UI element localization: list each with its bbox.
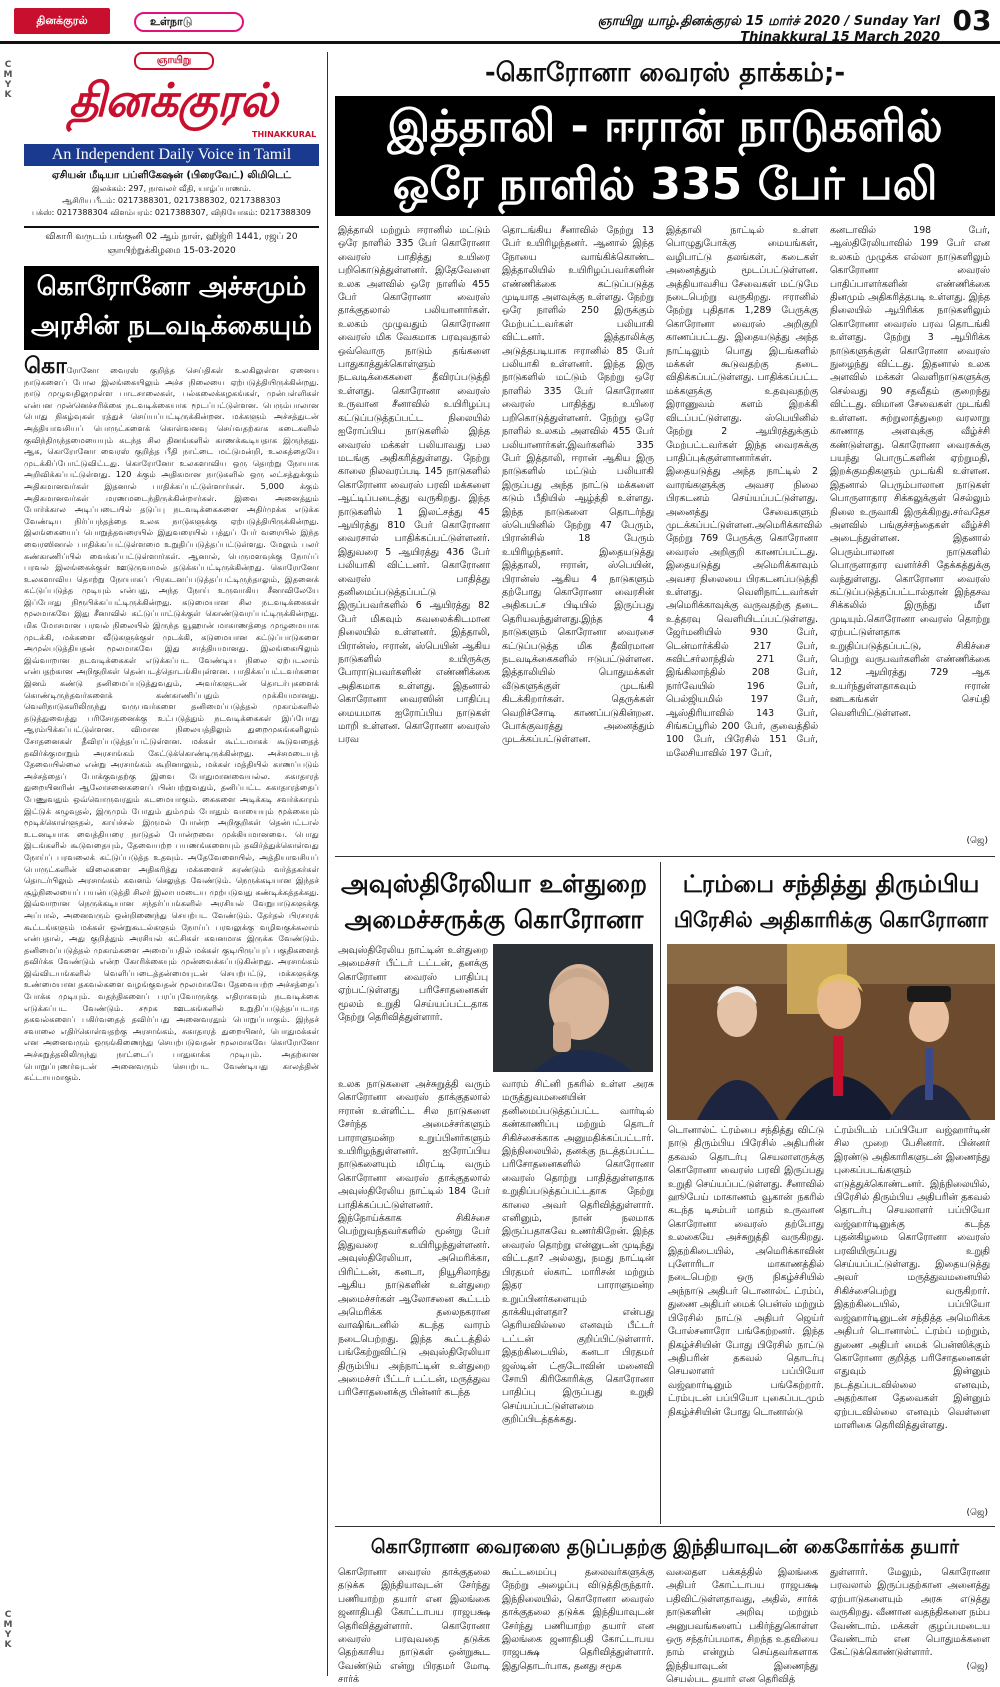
cmyk-m: M: [3, 1620, 13, 1630]
main-col-1: இத்தாலி மற்றும் ஈரானில் மட்டும் ஒரே நாளில் 335 பேர் கொரோனா வைரஸ் பாதித்து உயிரை பறிகொடுத்துள்ளனர். இதேவேளை உலக அளவில் ஒரே நாளில் 455 பேர் கொரோனா வைரஸ் தாக்குதலால் பலியானார்கள். உலகம் முழுவதும் கொரோனா வைரஸ் மிக வேகமாக பரவுவதால் ஒவ்வொரு நாடும் தங்களை பாதுகாத்துக்கொள்ளும் நடவடிக்கைகளை தீவிரப்படுத்தி உள்ளது. கொரோனா வைரஸ் உருவான சீனாவில் உயிரிழப்பு கட்டுப்படுத்தப்பட்ட நிலையில் ஐரோப்பிய நாடுகளில் இந்த வைரஸ் மக்கள் பலியாவது பல மடங்கு அதிகரித்துள்ளது. நேற்று காலை நிலவரப்படி 145 நாடுகளில் கொரோனா வைரஸ் பரவி மக்களை ஆட்டிப்படைத்து வருகிறது. இந்த நாடுகளில் 1 இலட்சத்து 45 ஆயிரத்து 810 பேர் கொரோனா வைரசால் பாதிக்கப்பட்டுள்ளனர். இதுவரை 5 ஆயிரத்து 436 பேர் பலியாகி விட்டனர். கொரோனா வைரஸ் பாதித்து தனிமைப்படுத்தப்பட்டு இருப்பவர்களில் 6 ஆயிரத்து 82 பேர் மிகவும் கவலைக்கிடமான நிலையில் உள்ளனர். இத்தாலி, பிரான்ஸ், ஈரான், ஸ்பெயின் ஆகிய நாடுகளில் உயிருக்கு போராடுபவர்களின் எண்ணிக்கை அதிகமாக உள்ளது. இதனால் கொரோனா வைரஸின் பாதிப்பு மையமாக ஐரோப்பிய நாடுகள் மாறி உள்ளன. கொரோனா வைரஸ் பரவ: [338, 225, 490, 746]
editorial-title-line1: கொரோனோ அச்சமும்: [36, 272, 307, 302]
masthead-english-name: THINAKKURAL: [252, 130, 317, 139]
cmyk-y: Y: [4, 1630, 12, 1640]
page-header: [0, 0, 1000, 44]
masthead-name: தினக்குரல்: [68, 73, 277, 127]
masthead-address: இலக்கம்: 297, நாவலர் வீதி, யாழ்ப்பாணம்.: [91, 184, 252, 193]
india-col-4: துள்ளார். மேலும், கொரோனா பரவலால் இருப்பதற்கான அனைத்து ஏற்பாடுகளையும் அரசு எடுத்து வருகிறது. வீணான வதந்திகளை நம்ப வேண்டாம். மக்கள் குழப்பமடைய வேண்டாம் என பொதுமக்களை கேட்டுக்கொண்டுள்ளார்.: [830, 1567, 990, 1659]
australia-headline-line1: அவுஸ்திரேலியா உள்துறை: [341, 869, 647, 898]
minister-portrait-photo: [493, 944, 653, 1072]
india-headline: கொரோனா வைரஸை தடுப்பதற்கு இந்தியாவுடன் கைகோர்க்க தயார்: [370, 1536, 960, 1558]
header-logo: தினக்குரல்: [14, 8, 110, 34]
cmyk-y: Y: [4, 80, 12, 90]
australia-headline: [335, 866, 653, 938]
india-col-3: வலைதள பக்கத்தில் இலங்கை அதிபர் கோட்டாபய ராஜபக்ஷ பதிவிட்டுள்ளதாவது, அதில், சார்க் நாடுகளின் அறிவு மற்றும் அனுபவங்களைப் பகிர்ந்துகொள்ள ஒரு சந்தர்ப்பமாக, சிறந்த உதவியை நாம் என்றும் செய்தவர்களாக இந்தியாவுடன் இணைந்து செயல்பட தயார் என தெரிவித்: [666, 1567, 818, 1686]
section-label: உள்நாடு: [134, 12, 244, 32]
issue-date: ஞாயிற்றுக்கிழமை 15-03-2020: [107, 246, 236, 256]
column-divider: [327, 52, 328, 1676]
masthead-office: ஆசிரிய பீடம்: 0217388301, 0217388302, 0217388303: [62, 196, 281, 205]
dateline: ஞாயிறு யாழ்.தினக்குரல் 15 மார்ச் 2020 / Sunday Yarl Thinakkural 15 March 2020: [597, 14, 940, 45]
main-headline-line2: ஒரே நாளில் 335 பேர் பலி: [392, 159, 938, 210]
masthead-contact: பக்ஸ்: 0217388304 விளம்பரம்: 0217388307, விநியோகம்: 0217388309: [32, 208, 311, 217]
main-kicker: -கொரோனா வைரஸ் தாக்கம்;-: [484, 58, 846, 88]
australia-col-1a: அவுஸ்திரேலிய நாட்டின் உள்துறை அமைச்சர் பீட்டர் டட்டன், தனக்கு கொரோனா வைரஸ் பாதிப்பு ஏற்பட்டுள்ளது பரிசோதனைகள் மூலம் உறுதி செய்யப்பட்டதாக நேற்று தெரிவித்துள்ளார்.: [338, 945, 488, 1024]
main-col-4: கனடாவில் 198 பேர், ஆஸ்திரேலியாவில் 199 பேர் என உலகம் முழுக்க எல்லா நாடுகளிலும் கொரோனா வைரஸ் பாதிப்பாளர்களின் எண்ணிக்கை தினமும் அதிகரித்தபடி உள்ளது. இந்த நிலையில் ஆபிரிக்க நாடுகளிலும் கொரோனா வைரஸ் பரவ தொடங்கி உள்ளது. நேற்று 3 ஆபிரிக்க நாடுகளுக்குள் கொரோனா வைரஸ் நுழைந்து விட்டது. இதனால் உலக அளவில் மக்கள் வெளிநாடுகளுக்கு செல்வது 90 சதவீதம் குறைந்து விட்டது. விமான சேவைகள் முடங்கி உள்ளன. சுற்றுலாத்துறை வரலாறு காணாத அளவுக்கு வீழ்ச்சி கண்டுள்ளது. கொரோனா வைரசுக்கு பயந்து பொருட்களின் ஏற்றுமதி, இறக்குமதிகளும் முடங்கி உள்ளன. இதனால் பெரும்பாலான நாடுகள் பொருளாதார சிக்கலுக்குள் செல்லும் நிலை உருவாகி இருக்கிறது.சர்வதேச அளவில் பங்குச்சந்தைகள் வீழ்ச்சி அடைந்துள்ளன. இதனால் பெரும்பாலான நாடுகளில் பொருளாதார வளர்ச்சி தேக்கத்துக்கு வந்துள்ளது. கொரோனா வைரஸ் கட்டுப்படுத்தப்பட்டால்தான் இந்தசவ சிக்கலில் இருந்து மீள முடியும்.கொரோனா வைரஸ் தொற்று ஏற்பட்டுள்ளதாக உறுதிப்படுத்தப்பட்டு, சிகிச்சை பெற்று வருபவர்களின் எண்ணிக்கை 12 ஆயிரத்து 729 ஆக உயர்ந்துள்ளதாகவும் ஈரான் ஊடகங்கள் செய்தி வெளியிட்டுள்ளன.: [830, 225, 990, 719]
masthead-day: ஞாயிறு: [134, 52, 214, 70]
main-byline: (ஜெ): [966, 836, 988, 846]
section-divider: [335, 1526, 995, 1527]
group-photo-icon: [667, 944, 995, 1120]
brazil-headline-line1: ட்ரம்பை சந்தித்து திரும்பிய: [682, 870, 980, 898]
australia-headline-line2: அமைச்சருக்கு கொரோனா: [344, 905, 644, 934]
cmyk-marks-top: [2, 60, 14, 100]
group-photo: [667, 944, 995, 1120]
cmyk-m: M: [3, 70, 13, 80]
brazil-headline: [667, 866, 995, 938]
masthead: [24, 52, 319, 222]
brazil-byline: (ஜெ): [966, 1508, 988, 1518]
masthead-tagline: An Independent Daily Voice in Tamil: [24, 144, 319, 166]
brazil-col-1: டொனால்ட் ட்ரம்பை சந்தித்து விட்டு நாடு திரும்பிய பிரேசில் அதிபரின் தகவல் தொடர்பு செயலாளருக்கு கொரோனா வைரஸ் பரவி இருப்பது உறுதி செய்யப்பட்டுள்ளது. சீனாவில் ஹூபேய் மாகாணம் வூகான் நகரில் கடந்த டிசம்பர் மாதம் உருவான கொரோனா வைரஸ் தற்போது உலகையே அச்சுறுத்தி வருகிறது. இதற்கிடையில், அமெரிக்காவின் புளோரிடா மாகாணத்தில் நடைபெற்ற ஒரு நிகழ்ச்சியில் அந்நாடு அதிபர் டொனால்ட் ட்ரம்ப், துணை அதிபர் மைக் பென்ஸ் மற்றும் பிரேசில் நாட்டு அதிபர் ஜெய்ர் போல்சனாரோ பங்கேற்றனர். இந்த நிகழ்ச்சியின் போது பிரேசில் நாட்டு அதிபரின் தகவல் தொடர்பு செயலாளர் பப்பியோ வஜ்ஹார்டினும் பங்கேற்றார். ட்ரம்புடன் பப்பியோ புகைப்படமும் நிகழ்ச்சியின் போது டொனால்டு: [668, 1125, 824, 1418]
brazil-headline-line2: பிரேசில் அதிகாரிக்கு கொரோனா: [673, 908, 989, 932]
australia-col-2: வாரம் சிட்னி நகரில் உள்ள அரசு மருத்துவமனையின் தனிமைப்படுத்தப்பட்ட வார்டில் கண்காணிப்பு மற்றும் தொடர் சிகிச்சைக்காக அனுமதிக்கப்பட்டார். இந்நிலையில், தனக்கு நடத்தப்பட்ட பரிசோதனைகளில் கொரோனா வைரஸ் தொற்று பாதித்துள்ளதாக உறுதிப்படுத்தப்பட்டதாக நேற்று காலை அவர் தெரிவித்துள்ளார். எனினும், நான் நலமாக இருப்பதாகவே உணர்கிறேன். இந்த வைரஸ் தொற்று என்னுடன் முடிந்து விட்டதா? அல்லது, நமது நாட்டின் பிரதமர் ஸ்காட் மாரிசன் மற்றும் இதர பாராளுமன்ற உறுப்பினர்களையும் தாக்கியுள்ளதா? என்பது தெரியவில்லை எனவும் பீட்டர் டட்டன் குறிப்பிட்டுள்ளார். இதற்கிடையில், கனடா பிரதமர் ஜஸ்டின் ட்ரூடோவின் மனைவி சோபி கிரிகோரிக்கு கொரோனா பாதிப்பு இருப்பது உறுதி செய்யப்பட்டுள்ளமை குறிப்பிடத்தக்கது.: [502, 1079, 654, 1426]
india-col-2: கூட்டமைப்பு தலைவர்களுக்கு நேற்று அழைப்பு விடுத்திருந்தார். இந்நிலையில், கொரோனா வைரஸ் தாக்குதலை தடுக்க இந்தியாவுடன் சேர்ந்து பணியாற்ற தயார் என இலங்கை ஜனாதிபதி கோட்டாபய ராஜபக்ஷ தெரிவித்துள்ளார். இதுதொடர்பாக, தனது சமூக: [502, 1567, 654, 1672]
editorial-body: [24, 354, 319, 1676]
column-divider: [660, 862, 661, 1524]
main-headline-line1: இத்தாலி - ஈரான் நாடுகளில்: [387, 101, 943, 152]
india-byline: (ஜெ): [966, 1662, 988, 1672]
portrait-icon: [493, 944, 653, 1072]
cmyk-k: K: [4, 1640, 12, 1650]
cmyk-marks-bottom: [2, 1610, 14, 1650]
main-col-3: இத்தாலி நாட்டில் உள்ள பொழுதுபோக்கு மையங்கள், வழிபாட்டு தலங்கள், கடைகள் அனைத்தும் மூடப்பட்டுள்ளன. அத்தியாவசிய சேவைகள் மட்டுமே நடைபெற்று வருகிறது. ஈரானில் நேற்று புதிதாக 1,289 பேருக்கு கொரோனா வைரஸ் அறிகுறி காணப்பட்டது. இதையடுத்து அந்த நாட்டிலும் பொது இடங்களில் மக்கள் கூடுவதற்கு தடை விதிக்கப்பட்டுள்ளது. பாதிக்கப்பட்ட மக்களுக்கு உதவுவதற்கு இராணுவம் களம் இறக்கி விடப்பட்டுள்ளது. ஸ்பெயினில் நேற்று 2 ஆயிரத்துக்கும் மேற்பட்டவர்கள் இந்த வைரசுக்கு பாதிப்புக்குள்ளானார்கள். இதையடுத்து அந்த நாட்டில் 2 வாரங்களுக்கு அவசர நிலை பிரகடனம் செய்யப்பட்டுள்ளது. அனைத்து சேவைகளும் முடக்கப்பட்டுள்ளன.அமெரிக்காவில் நேற்று 769 பேருக்கு கொரோனா வைரஸ் அறிகுறி காணப்பட்டது. இதையடுத்து அமெரிக்காவும் அவசர நிலையை பிரகடனப்படுத்தி உள்ளது. வெளிநாட்டவர்கள் அமெரிக்காவுக்கு வருவதற்கு தடை உத்தரவு வெளியிடப்பட்டுள்ளது. ஜேர்மனியில் 930 பேர், டென்மார்க்கில் 217 பேர், சுவிட்சர்லாந்தில் 271 பேர், இங்கிலாந்தில் 208 பேர், நார்வேயில் 196 பேர், பெல்ஜியமில் 197 பேர், ஆஸ்திரியாவில் 143 பேர், சிங்கப்பூரில் 200 பேர், குவைத்தில் 100 பேர், பிரேசில் 151 பேர், மலேசியாவில் 197 பேர்,: [666, 225, 822, 759]
editorial-text: ரோனோ வைரஸ் குறித்த செய்திகள் உலகிலுள்ள ஏனைய நாடுகளைப் போல இலங்கையிலும் அச்ச நிலையை ஏற்படுத்தியிருக்கின்றது. நாடு முழுவதிலுமுள்ள பாடசாலைகள், பல்கலைக்கழகங்கள், முன்பள்ளிகள் என்பன முன்னெச்சரிக்கை நடவடிக்கையாக மூடப்பட்டுள்ளன. பெரும்பாலான பொது நிகழ்வுகள் ரத்துச் செய்யப்பட்டிருக்கின்றன. மக்களும் அச்சத்துடன் அத்தியாவசியப் பொருட்களைக் கொள்வனவு செய்வதற்காக கடைகளில் குவிந்திருந்தமையையும் கடந்த சில தினங்களில் காணக்கூடியதாக இருந்தது. ஆக, கொரோனோ வைரஸ் குறித்த பீதி நாட்டை மட்டுமன்றி, உலகத்தையே முடக்கிப்போட்டுவிட்டது. கொரோனோ உலகளாவிய ஒரு தொற்று நோயாக அறிவிக்கப்பட்டுள்ளது. 120 க்கும் அதிகமான நாடுகளில் ஒரு லட்சத்துக்கும் அதிகமானவர்கள் இதனால் பாதிக்கப்பட்டுள்ளார்கள். 5,000 க்கும் அதிகமானவர்கள் மரணமடைந்திருக்கின்றார்கள். இவை அனைத்தும் போர்க்கால அடிப்படையில் தடுப்பு நடவடிக்கைகளை அதிர்முக்க எடுக்க வேண்டிய நிர்ப்பந்தத்தை உலக நாடுகளுக்கு ஏற்படுத்தியிருக்கின்றது. இலங்கையைப் பொறுத்தவரையில் இதுவரையில் பத்துப் பேர் வரையில் இந்த வைரஸினால் பாதிக்கப்பட்டுள்ளமை உறுதிப்படுத்தப்பட்டுள்ளது. மேலும் பலர் கண்காணிப்பில் வைக்கப்பட்டுள்ளார்கள். ஆனால், பெருமளவுக்கு நோய்ப் பரவல் இலங்கைக்குள் ஊடுருவாமல் தடுக்கப்பட்டிருக்கின்றது. கொரோனோ உலகளாவிய தொற்று நோயாகப் பிரகடனப்படுத்தப்பட்டிருந்தாலும், இதனைக் கட்டுப்படுத்த முடியும் என்பது, அந்த நோய் உருவாகிய சீனாவிலேயே இப்போது நிரூபிக்கப்பட்டிருக்கின்றது. கடுமையான சில நடவடிக்கைகள் மூலமாகவே இது சீனாவில் கட்டுப்பாட்டுக்குள் கொண்டுவரப்பட்டிருக்கின்றது. மிக மோசமான பரவல் நிலையில் இருந்த வூஹான் மாகாணத்தை முழுமையாக முடக்கி, மக்களை வீடுகளுக்குள் முடக்கி, கடுமையான கட்டுப்பாடுகளை அமுல்படுத்தியதன் மூலமாகவே இது சாத்தியமானது. இலங்கையிலும் இவ்வாறான நடவடிக்கைகள் எடுக்கப்பட வேண்டிய நிலை ஏற்படலாம் என்பதற்கான அறிகுறிகள் தென்படத்தொடங்கியுள்ளன. பாதிக்கப்பட்டவர்களை இனம் கண்டு தனிமைப்படுத்துவதும், அவர்களுடன் தொடர்புகளைக் கொண்டிருந்தவர்களைக் கண்காணிப்பதும் முக்கியமானது. வெளிநாடுகளிலிருந்து வருபவர்களை தனிமைப்படுத்தல் முகாம்களில் தடுத்துவைத்து பரிசோதனைக்கு உட்படுத்தும் நடவடிக்கைகள் இப்போது ஆரம்பிக்கப்பட்டுள்ளன. விமான நிலையத்திலும் துறைமுகங்களிலும் சோதனைகள் தீவிரப்படுத்தப்பட்டுள்ளன. மக்கள் கூட்டமாகக் கூடுவதைத் தவிர்க்குமாறும் அரசாங்கம் கேட்டுக்கொண்டிருக்கின்றது. அச்சமடையத் தேவையில்லை என்று அரசாங்கம் கூறினாலும், மக்கள் மத்தியில் காணப்படும் அச்சத்தைப் போக்குவதற்கு இவை போதுமானவையல்ல. சுகாதாரத் துறையினரின் ஆலோசனைகளைப் பின்பற்றுவதும், தனிப்பட்ட சுகாதாரத்தைப் பேணுவதும் ஒவ்வொருவரதும் கடமையாகும். கைகளை அடிக்கடி சவர்க்காரம் இட்டுக் கழுவுதல், இருமும் போதும் தும்மும் போதும் வாயையும் மூக்கையும் மூடிக்கொள்ளுதல், காய்ச்சல் இருமல் போன்ற அறிகுறிகள் தென்பட்டால் உடனடியாக வைத்தியரை நாடுதல் போன்றவை முக்கியமானவை. பொது இடங்களில் கூடுவதையும், தேவையற்ற பயணங்களையும் தவிர்த்துக்கொள்வது நோய்ப் பரவலைக் கட்டுப்படுத்த உதவும். அதேவேளையில், அத்தியாவசியப் பொருட்களின் விலைகளை அதிகரித்து மக்களைச் சுரண்டும் வர்த்தகர்கள் தொடர்பிலும் அரசாங்கம் கவனம் செலுத்த வேண்டும். நெருக்கடியான இந்தச் சூழ்நிலையைப் பயன்படுத்தி சிலர் இலாபமடைய முற்படுவது கண்டிக்கத்தக்கது. இவ்வாறான நெருக்கடியான சந்தர்ப்பங்களில் அரசியல் வேறுபாடுகளுக்கு அப்பால், அனைவரும் ஒன்றிணைந்து செயற்பட வேண்டும். தேர்தல் பிரசாரக் கூட்டங்களும் மக்கள் ஒன்றுகூடல்களும் நோய்ப் பரவலுக்கு வழிவகுக்கலாம் என்பதால், அது குறித்தும் அரசியல் கட்சிகள் கவனமாக இருக்க வேண்டும். தனிமைப்படுத்தல் முகாம்களை அமைப்பதில் மக்கள் குடியிருப்புப் பகுதிகளைத் தவிர்க்க வேண்டும் என்ற கோரிக்கையும் முன்வைக்கப்படுகின்றது. அரசாங்கம் இவ்விடயங்களில் வெளிப்படைத்தன்மையுடன் செயற்பட்டு, மக்களுக்கு உண்மையான தகவல்களை வழங்குவதன் மூலமாகவே தேவையற்ற அச்சத்தைப் போக்க முடியும். வதந்திகளைப் பரப்புவோருக்கு எதிராகவும் நடவடிக்கை எடுக்கப்பட வேண்டும். சமூக ஊடகங்களில் உறுதிப்படுத்தப்படாத தகவல்களைப் பகிர்வதைத் தவிர்ப்பது அனைவரதும் பொறுப்பாகும். இந்தச் சவாலை எதிர்கொள்வதற்கு அரசாங்கம், சுகாதாரத் துறையினர், பொதுமக்கள் என அனைவரும் ஒருங்கிணைந்து செயற்படுவதன் மூலமாகவே கொரோனோ அச்சுறுத்தலிலிருந்து நாட்டைப் பாதுகாக்க முடியும். அதற்கான பொறுப்புணர்வுடன் அனைவரும் செயற்பட வேண்டியது காலத்தின் கட்டாயமாகும்.: [24, 365, 319, 1083]
editorial-headline: [24, 266, 319, 350]
brazil-col-2: ட்ரம்பிடம் பப்பியோ வஜ்ஹார்டின் சில முறை பேசினார். பின்னர் இரண்டு அதிகாரிகளுடன் இணைந்து புகைப்படங்களும் எடுத்துக்கொண்டனர். இந்நிலையில், பிரேசில் திரும்பிய அதிபரின் தகவல் தொடர்பு செயலாளர் பப்பியோ வஜ்ஹார்டினுக்கு கடந்த புதன்கிழமை கொரோனா வைரஸ் பரவியிருப்பது உறுதி செய்யப்பட்டுள்ளது. இதையடுத்து அவர் மருத்துவமனையில் சிகிச்சைபெற்று வருகிறார். இதற்கிடையில், பப்பியோ வஜ்ஹார்டினுடன் சந்தித்த அமெரிக்க அதிபர் டொனால்ட் ட்ரம்ப் மற்றும், துணை அதிபர் மைக் பென்ஸிக்கும் கொரோனா குறித்த பரிசோதனைகள் எதுவும் இன்னும் நடத்தப்படவில்லை எனவும், அதற்கான தேவைகள் இன்னும் ஏற்படவில்லை எனவும் வெள்ளை மாளிகை தெரிவித்துள்ளது.: [834, 1125, 990, 1431]
australia-col-1b: உலக நாடுகளை அச்சுறுத்தி வரும் கொரோனா வைரஸ் தாக்குதலால் ஈரான் உள்ளிட்ட சில நாடுகளை சேர்ந்த அமைச்சர்களும் பாராளுமன்ற உறுப்பினர்களும் உயிரிழந்துள்ளனர். ஐரோப்பிய நாடுகளையும் மிரட்டி வரும் கொரோனா வைரஸ் தாக்குதலால் அவுஸ்திரேலிய நாட்டில் 184 பேர் பாதிக்கப்பட்டுள்ளனர். இந்நோய்க்காக சிகிச்சை பெற்றுவந்தவர்களில் மூன்று பேர் இதுவரை உயிரிழந்துள்ளனர். அவுஸ்திரேலியா, அமெரிக்கா, பிரிட்டன், கனடா, நியூசிலாந்து ஆகிய நாடுகளின் உள்துறை அமைச்சர்கள் ஆலோசனை கூட்டம் அமெரிக்க தலைநகரான வாஷிங்டனில் கடந்த வாரம் நடைபெற்றது. இந்த கூட்டத்தில் பங்கேற்றுவிட்டு அவுஸ்திரேலியா திரும்பிய அந்நாட்டின் உள்துறை அமைச்சர் பீட்டர் டட்டன், மருத்துவ பரிசோதனைக்கு பின்னர் கடந்த: [338, 1079, 490, 1399]
cmyk-k: K: [4, 90, 12, 100]
editorial-title-line2: அரசின் நடவடிக்கையும்: [31, 311, 312, 341]
masthead-publisher: ஏசியன் மீடியா பப்ளிகேஷன் (பிரைவேட்) லிமிடெட்: [51, 170, 292, 181]
masthead-divider: [24, 226, 319, 228]
india-col-1: கொரோனா வைரஸ் தாக்குதலை தடுக்க இந்தியாவுடன் சேர்ந்து பணியாற்ற தயார் என இலங்கை ஜனாதிபதி கோட்டாபய ராஜபக்ஷ தெரிவித்துள்ளார். கொரோனா வைரஸ் பரவுவதை தடுக்க தெற்காசிய நாடுகள் ஒன்றுகூட வேண்டும் என்று பிரதமர் மோடி சார்க்: [338, 1567, 490, 1686]
main-headline: [335, 96, 995, 216]
page-number: 03: [952, 4, 992, 37]
tamil-date: விகாரி வருடம் பங்குனி 02 ஆம் நாள், ஹிஜ்ரி 1441, ரஜப் 20: [45, 232, 298, 242]
section-divider: [335, 856, 995, 857]
editorial-dropcap: கொ: [24, 354, 67, 379]
cmyk-c: C: [4, 60, 12, 70]
main-col-2: தொடங்கிய சீனாவில் நேற்று 13 பேர் உயிரிழந்தனர். ஆனால் இந்த நோயை வாங்கிக்கொண்ட இத்தாலியில் உயிரிழப்பவர்களின் எண்ணிக்கை கட்டுப்படுத்த முடியாத அளவுக்கு உள்ளது. நேற்று ஒரே நாளில் 250 இருக்கும் மேற்பட்டவர்கள் பலியாகி விட்டனர். இத்தாலிக்கு அடுத்தபடியாக ஈரானில் 85 பேர் பலியாகி உள்ளனர். இந்த இரு நாடுகளில் மட்டும் நேற்று ஒரே நாளில் 335 பேர் கொரோனா வைரஸ் பாதித்து உயிரை பறிகொடுத்துள்ளனர். நேற்று ஒரே நாளில் உலகம் அளவில் 455 பேர் பலியானார்கள்.இவர்களில் 335 பேர் இத்தாலி, ஈரான் ஆகிய இரு நாடுகளில் மட்டும் பலியாகி இருப்பது அந்த நாட்டு மக்களை கடும் பீதியில் ஆழ்த்தி உள்ளது. இந்த நாடுகளை தொடர்ந்து ஸ்பெயினில் நேற்று 47 பேரும், பிரான்சில் 18 பேரும் உயிரிழந்தனர். இதையடுத்து இத்தாலி, ஈரான், ஸ்பெயின், பிரான்ஸ் ஆகிய 4 நாடுகளும் தற்போது கொரோனா வைரசின் அதிகபட்ச பிடியில் இருப்பது தெரியவந்துள்ளது.இந்த 4 நாடுகளும் கொரோனா வைரசை கட்டுப்படுத்த மிக தீவிரமான நடவடிக்கைகளில் ஈடுபட்டுள்ளன. இத்தாலியில் பொதுமக்கள் வீடுகளுக்குள் முடங்கி கிடக்கிறார்கள். தெருக்கள் வெறிச்சோடி காணப்படுகின்றன. போக்குவரத்து அனைத்தும் முடக்கப்பட்டுள்ளன.: [502, 225, 654, 746]
cmyk-c: C: [4, 1610, 12, 1620]
